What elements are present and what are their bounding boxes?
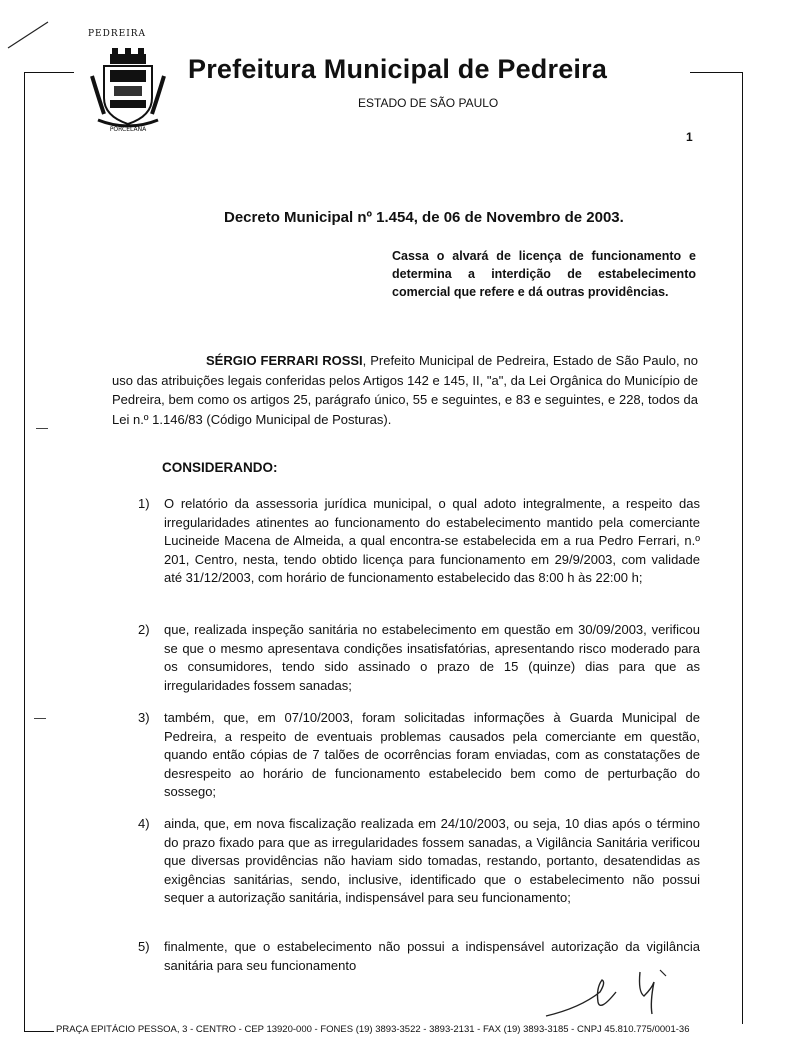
margin-mark — [34, 718, 46, 719]
clause-number: 3) — [138, 710, 150, 725]
clause-text: ainda, que, em nova fiscalização realizada em 24/10/2003, ou seja, 10 dias após o término do prazo fixado para que as irregularidades fossem sanadas, a Vigilância Sanitária verificou que diversas providências não haviam sido tomadas, restando, portanto, desatendidas as exigências sanitárias, sendo, inclusive, identificado que o estabelecimento não possui sequer a autorização sanitária, indispensável para seu funcionamento; — [164, 816, 700, 905]
clause-number: 2) — [138, 622, 150, 637]
crest-motto-bottom: PORCELANA — [109, 126, 147, 133]
preamble-text: , Prefeito Municipal de Pedreira, Estado de São Paulo, no uso das atribuições legais conferidas pelos Artigos 142 e 145, II, "a", da Lei Orgânica do Município de Pedreira, bem como os artigos 25, parágrafo único, 55 e seguintes, e 83 e seguintes, e 228, todos da Lei n.º 1.146/83 (Código Municipal de Posturas). — [112, 353, 698, 427]
preamble-paragraph — [112, 351, 698, 429]
frame-line-top-right — [690, 72, 742, 73]
clause-number: 4) — [138, 816, 150, 831]
decree-title: Decreto Municipal nº 1.454, de 06 de Novembro de 2003. — [224, 209, 624, 226]
clause-number: 5) — [138, 939, 150, 954]
municipal-coat-of-arms-icon — [88, 29, 168, 134]
clause-number: 1) — [138, 496, 150, 511]
signature-initials — [540, 962, 700, 1022]
frame-line-right — [742, 72, 743, 1032]
crest-motto-top: PEDREIRA — [88, 29, 147, 39]
clause-item — [138, 815, 700, 908]
frame-line-top-left — [24, 72, 74, 73]
clause-text: que, realizada inspeção sanitária no estabelecimento em questão em 30/09/2003, verificou se que o mesmo apresentava condições insatisfatórias, apresentando risco moderado para os consumidores, tendo sido assinado o prazo de 15 (quinze) dias para que as irregularidades fossem sanadas; — [164, 622, 700, 693]
clause-text: O relatório da assessoria jurídica municipal, o qual adoto integralmente, a respeito das irregularidades atinentes ao funcionamento do estabelecimento mantido pela comerciante Lucineide Macena de Almeida, a qual encontra-se estabelecida em a rua Pedro Ferrari, n.º 201, Centro, nesta, tendo obtido licença para funcionamento em 29/9/2003, com validade até 31/12/2003, com horário de funcionamento estabelecido das 8:00 h às 22:00 h; — [164, 496, 700, 585]
mayor-name: SÉRGIO FERRARI ROSSI — [206, 353, 363, 368]
frame-line-left — [24, 72, 25, 1032]
clause-item — [138, 709, 700, 802]
page-number: 1 — [686, 130, 693, 144]
clause-item — [138, 495, 700, 588]
corner-pen-mark — [4, 16, 52, 52]
decree-summary: Cassa o alvará de licença de funcionamento e determina a interdição de estabelecimento comercial que refere e dá outras providências. — [392, 249, 696, 299]
footer-address: PRAÇA EPITÁCIO PESSOA, 3 - CENTRO - CEP 13920-000 - FONES (19) 3893-3522 - 3893-2131 - FAX (19) 3893-3185 - CNPJ 45.810.775/0001-36 — [54, 1024, 758, 1035]
clause-text: também, que, em 07/10/2003, foram solicitadas informações à Guarda Municipal de Pedreira, a respeito de eventuais problemas causados pela comerciante em questão, quando então cópias de 7 talões de ocorrências foram enviadas, com as constatações de desrespeito ao horário de funcionamento estabelecido bem como de perturbação do sossego; — [164, 710, 700, 799]
clause-text: finalmente, que o estabelecimento não possui a indispensável autorização da vigilância sanitária para seu funcionamento — [164, 939, 700, 973]
clause-item — [138, 621, 700, 695]
margin-mark — [36, 428, 48, 429]
state-subtitle: ESTADO DE SÃO PAULO — [358, 96, 499, 110]
considering-heading: CONSIDERANDO: — [162, 460, 278, 475]
page-title: Prefeitura Municipal de Pedreira — [188, 54, 608, 84]
